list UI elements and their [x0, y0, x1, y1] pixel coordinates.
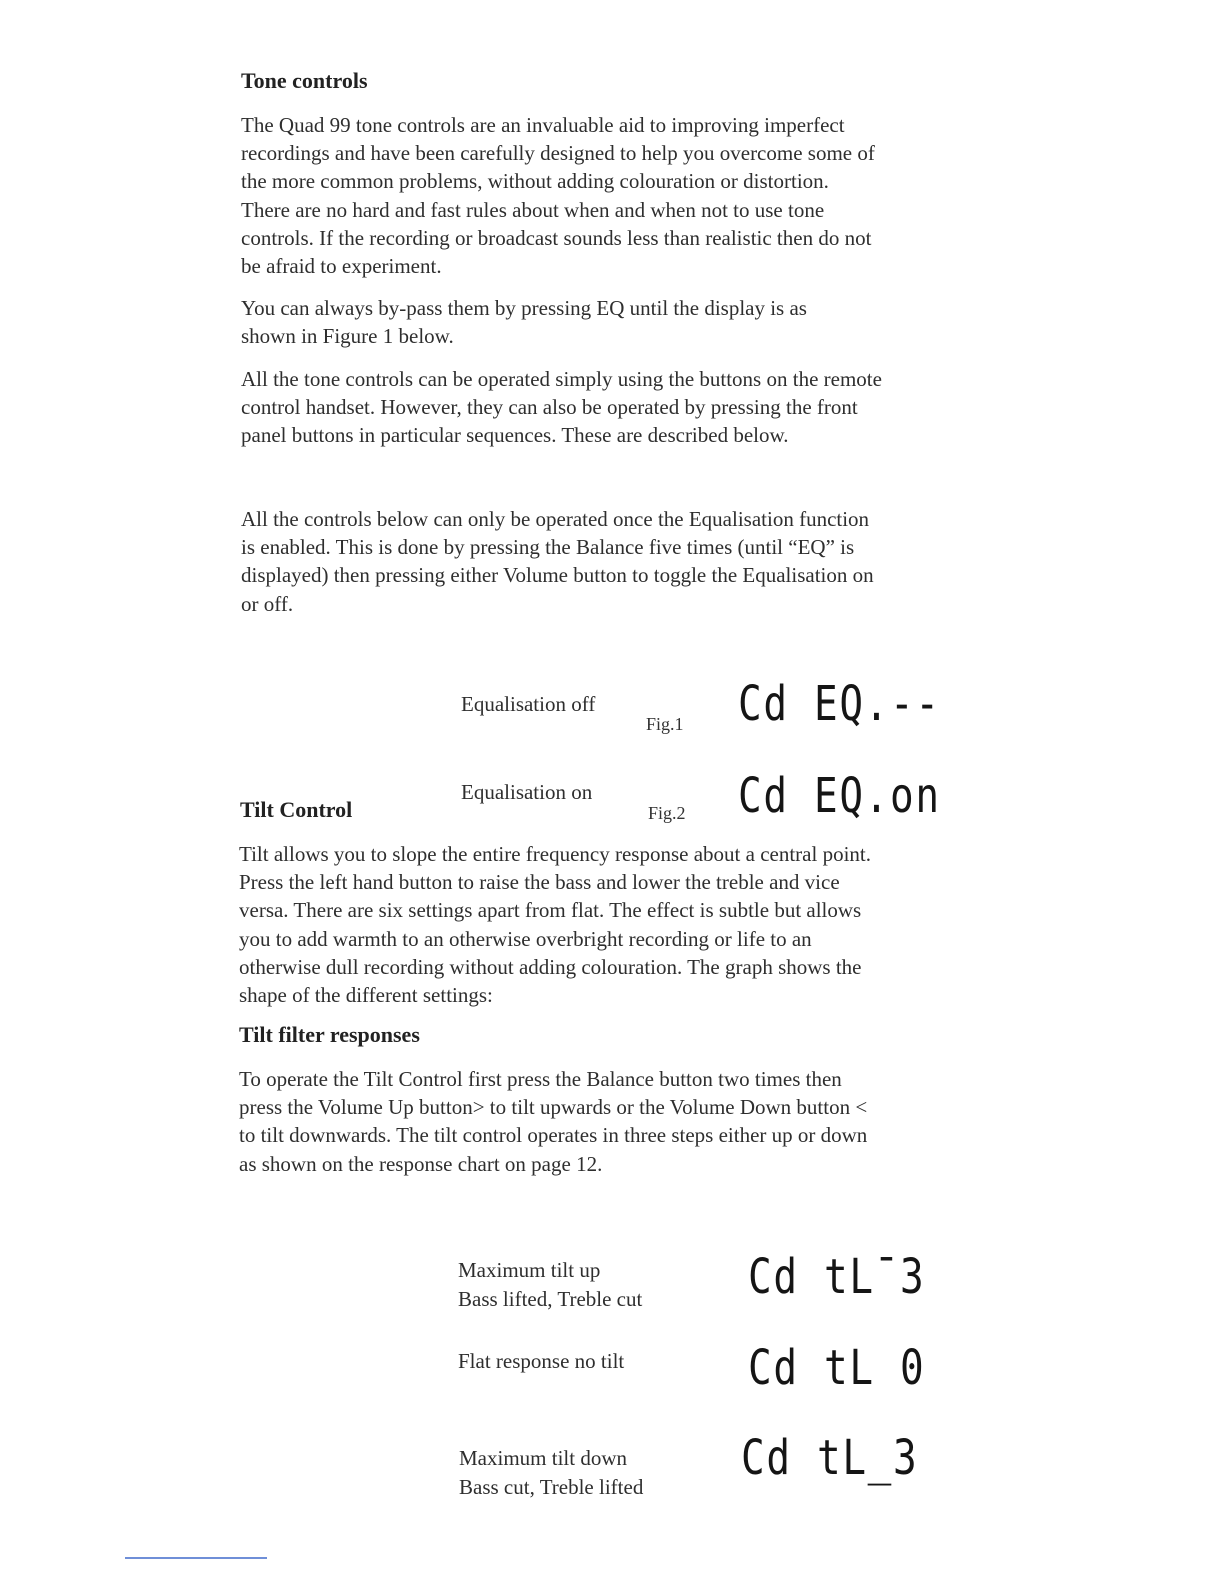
text-line: shown in Figure 1 below.	[241, 324, 454, 349]
lcd-display-tilt-down: Cd tL_3	[741, 1430, 919, 1486]
text-line: or off.	[241, 591, 294, 616]
tilt-control-heading: Tilt Control	[240, 797, 353, 822]
equalisation-paragraph	[241, 505, 874, 618]
text-line: press the Volume Up button> to tilt upwards or the Volume Down button <	[239, 1095, 868, 1120]
figure-1-caption: Fig.1	[646, 714, 684, 734]
lcd-display-flat: Cd tL 0	[748, 1340, 926, 1396]
text-line: be afraid to experiment.	[241, 254, 442, 279]
text-line: as shown on the response chart on page 12.	[239, 1151, 603, 1176]
text-line: Flat response no tilt	[458, 1349, 625, 1373]
text-line: controls. If the recording or broadcast sounds less than realistic then do not	[241, 225, 872, 250]
equalisation-off-label: Equalisation off	[461, 692, 596, 716]
equalisation-on-label: Equalisation on	[461, 780, 593, 804]
remote-paragraph	[241, 365, 882, 450]
text-line: The Quad 99 tone controls are an invaluable aid to improving imperfect	[241, 113, 845, 137]
text-line: versa. There are six settings apart from flat. The effect is subtle but allows	[239, 898, 862, 923]
text-line: Bass lifted, Treble cut	[458, 1287, 643, 1311]
text-line: Bass cut, Treble lifted	[459, 1475, 644, 1499]
text-line: To operate the Tilt Control first press the Balance button two times then	[239, 1067, 842, 1091]
lcd-display-tilt-up: Cd tL¯3	[748, 1249, 926, 1305]
text-line: You can always by-pass them by pressing EQ until the display is as	[241, 296, 807, 320]
max-tilt-up-label	[458, 1256, 642, 1314]
tilt-operation-paragraph	[239, 1065, 867, 1178]
text-line: you to add warmth to an otherwise overbright recording or life to an	[239, 926, 812, 951]
text-line: panel buttons in particular sequences. These are described below.	[241, 423, 789, 448]
text-line: the more common problems, without adding colouration or distortion.	[241, 169, 829, 194]
text-line: to tilt downwards. The tilt control operates in three steps either up or down	[239, 1123, 868, 1148]
text-line: otherwise dull recording without adding colouration. The graph shows the	[239, 954, 862, 979]
tone-controls-heading: Tone controls	[241, 68, 368, 93]
tone-intro-paragraph	[241, 111, 875, 280]
max-tilt-down-label	[459, 1444, 643, 1502]
lcd-display-eq-on: Cd EQ.on	[738, 768, 941, 824]
text-line: recordings and have been carefully designed to help you overcome some of	[241, 141, 875, 166]
tilt-description-paragraph	[239, 840, 871, 1009]
lcd-display-eq-off: Cd EQ.--	[738, 676, 941, 732]
text-line: is enabled. This is done by pressing the Balance five times (until “EQ” is	[241, 535, 855, 560]
text-line: All the controls below can only be operated once the Equalisation function	[241, 507, 870, 531]
tilt-filter-responses-heading: Tilt filter responses	[239, 1022, 420, 1047]
text-line: Maximum tilt up	[458, 1258, 601, 1282]
figure-2-caption: Fig.2	[648, 803, 686, 823]
bypass-paragraph	[241, 294, 807, 350]
text-line: All the tone controls can be operated simply using the buttons on the remote	[241, 367, 882, 391]
text-line: Press the left hand button to raise the bass and lower the treble and vice	[239, 870, 840, 895]
text-line: Tilt allows you to slope the entire frequency response about a central point.	[239, 842, 871, 866]
footnote-rule	[125, 1557, 267, 1559]
text-line: There are no hard and fast rules about when and when not to use tone	[241, 197, 825, 222]
text-line: Maximum tilt down	[459, 1446, 627, 1470]
text-line: displayed) then pressing either Volume button to toggle the Equalisation on	[241, 563, 874, 588]
text-line: shape of the different settings:	[239, 983, 493, 1008]
flat-response-label	[458, 1347, 624, 1376]
text-line: control handset. However, they can also be operated by pressing the front	[241, 395, 858, 420]
